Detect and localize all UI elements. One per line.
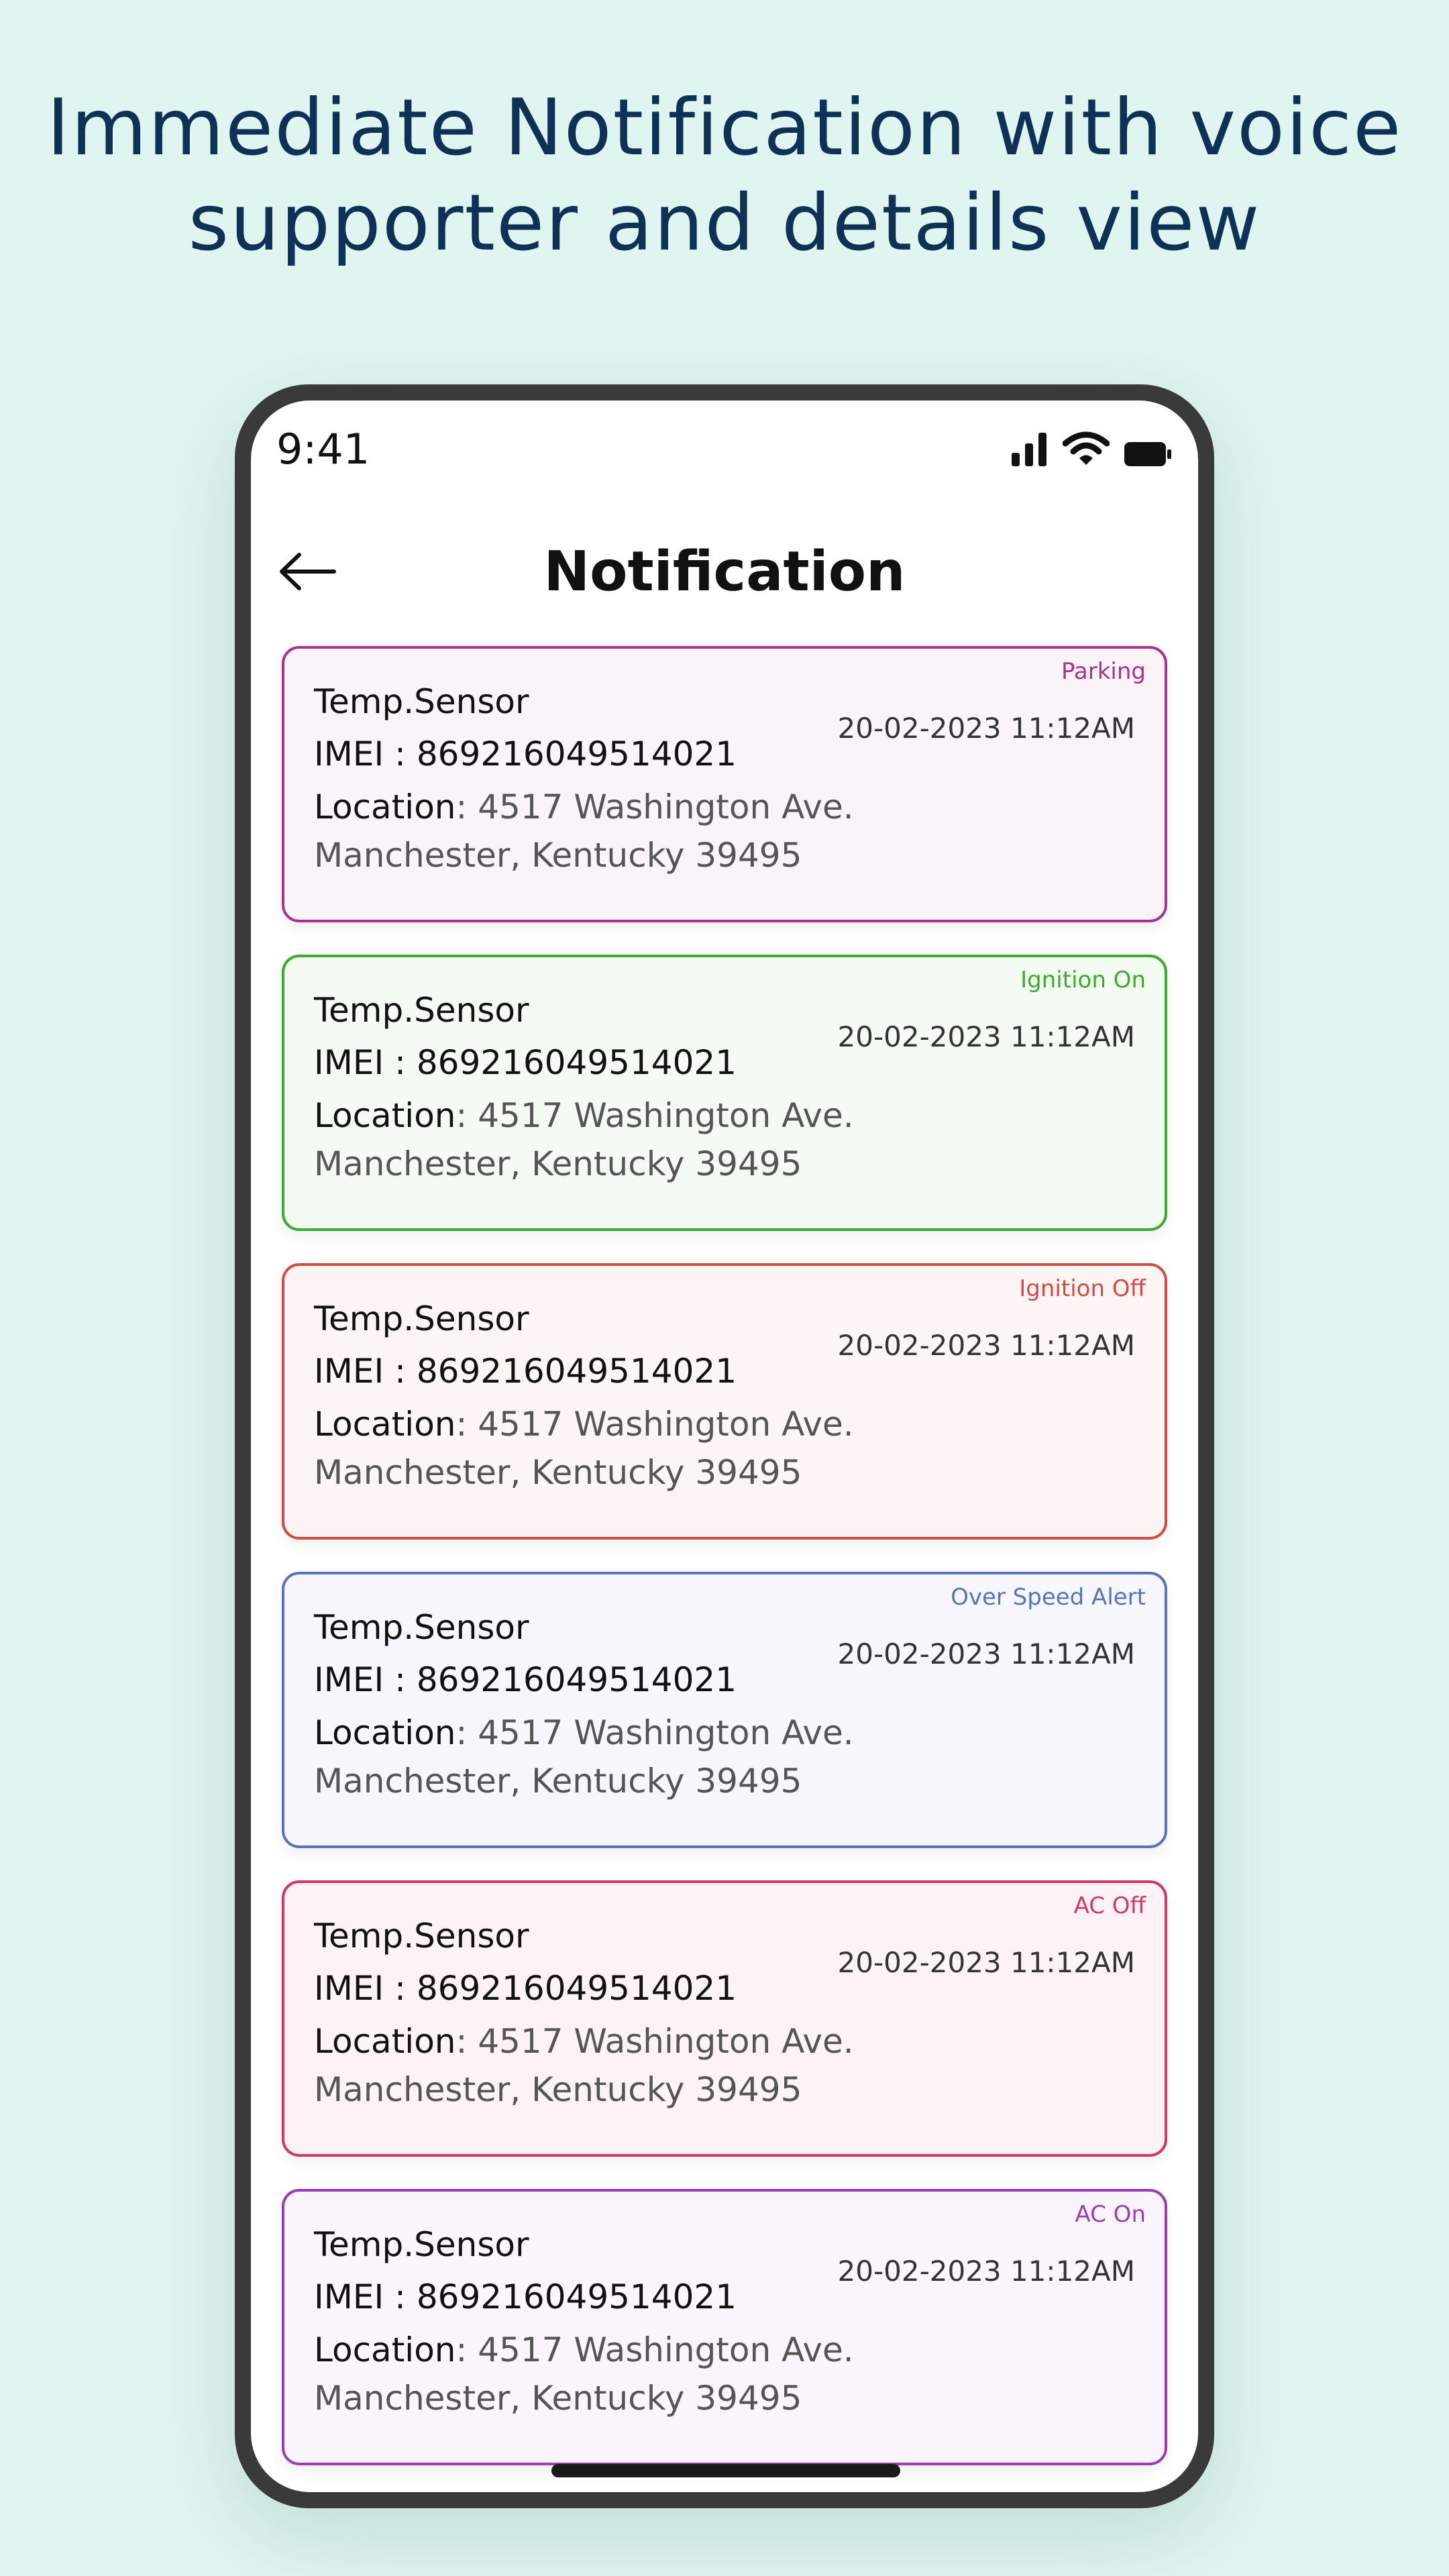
location-label: Location: [314, 788, 456, 826]
location-value: : 4517 Washington Ave. Manchester, Kentucky 39495: [314, 1405, 854, 1492]
imei-number: IMEI : 869216049514021: [314, 1969, 737, 2008]
location-value: : 4517 Washington Ave. Manchester, Kentucky 39495: [314, 1096, 854, 1183]
imei-number: IMEI : 869216049514021: [314, 1043, 737, 1082]
page-title: Notification: [543, 540, 906, 604]
status-badge: AC Off: [1073, 1892, 1146, 1919]
location-value: : 4517 Washington Ave. Manchester, Kentucky 39495: [314, 2330, 854, 2418]
promo-headline: [0, 80, 1449, 271]
status-icons: [1012, 431, 1171, 466]
notification-card-ignition-on[interactable]: [282, 955, 1167, 1231]
status-bar: [251, 400, 1198, 481]
home-indicator[interactable]: [551, 2464, 900, 2477]
location-text: [314, 1709, 1052, 1805]
status-badge: Ignition On: [1020, 967, 1146, 994]
location-text: [314, 1091, 1052, 1188]
timestamp: 20-02-2023 11:12AM: [837, 1638, 1135, 1670]
wifi-icon: [1063, 431, 1110, 466]
location-value: : 4517 Washington Ave. Manchester, Kentucky 39495: [314, 2022, 854, 2109]
sensor-name: Temp.Sensor: [314, 991, 529, 1030]
notification-card-over-speed[interactable]: [282, 1572, 1167, 1848]
location-label: Location: [314, 1405, 456, 1444]
imei-number: IMEI : 869216049514021: [314, 1352, 737, 1391]
location-value: : 4517 Washington Ave. Manchester, Kentucky 39495: [314, 788, 854, 875]
status-badge: Over Speed Alert: [951, 1584, 1146, 1611]
status-time: 9:41: [276, 425, 370, 474]
timestamp: 20-02-2023 11:12AM: [837, 1020, 1135, 1053]
imei-number: IMEI : 869216049514021: [314, 2277, 737, 2316]
imei-number: IMEI : 869216049514021: [314, 1660, 737, 1699]
timestamp: 20-02-2023 11:12AM: [837, 2255, 1135, 2288]
sensor-name: Temp.Sensor: [314, 1917, 529, 1955]
status-badge: Ignition Off: [1019, 1275, 1146, 1302]
timestamp: 20-02-2023 11:12AM: [837, 1329, 1135, 1362]
notification-card-ac-off[interactable]: [282, 1880, 1167, 2157]
timestamp: 20-02-2023 11:12AM: [837, 1946, 1135, 1979]
location-text: [314, 783, 1052, 879]
sensor-name: Temp.Sensor: [314, 2225, 529, 2264]
phone-frame: [235, 384, 1214, 2508]
app-header: [251, 521, 1198, 622]
sensor-name: Temp.Sensor: [314, 1608, 529, 1647]
location-text: [314, 2017, 1052, 2114]
sensor-name: Temp.Sensor: [314, 682, 529, 721]
timestamp: 20-02-2023 11:12AM: [837, 712, 1135, 745]
notification-list[interactable]: [282, 646, 1167, 2492]
location-text: [314, 1400, 1052, 1497]
notification-card-parking[interactable]: [282, 646, 1167, 922]
headline-line-2: supporter and details view: [188, 178, 1261, 268]
phone-screen: [251, 400, 1198, 2492]
sensor-name: Temp.Sensor: [314, 1299, 529, 1338]
status-badge: Parking: [1061, 658, 1146, 685]
location-label: Location: [314, 2330, 456, 2369]
location-label: Location: [314, 1713, 456, 1752]
cellular-signal-icon: [1012, 433, 1048, 466]
imei-number: IMEI : 869216049514021: [314, 735, 737, 773]
notification-card-ac-on[interactable]: [282, 2189, 1167, 2465]
location-text: [314, 2326, 1052, 2422]
headline-line-1: Immediate Notification with voice: [46, 83, 1403, 173]
notification-card-ignition-off[interactable]: [282, 1263, 1167, 1540]
location-value: : 4517 Washington Ave. Manchester, Kentucky 39495: [314, 1713, 854, 1801]
battery-icon: [1124, 442, 1171, 466]
location-label: Location: [314, 1096, 456, 1135]
location-label: Location: [314, 2022, 456, 2061]
status-badge: AC On: [1075, 2201, 1146, 2228]
